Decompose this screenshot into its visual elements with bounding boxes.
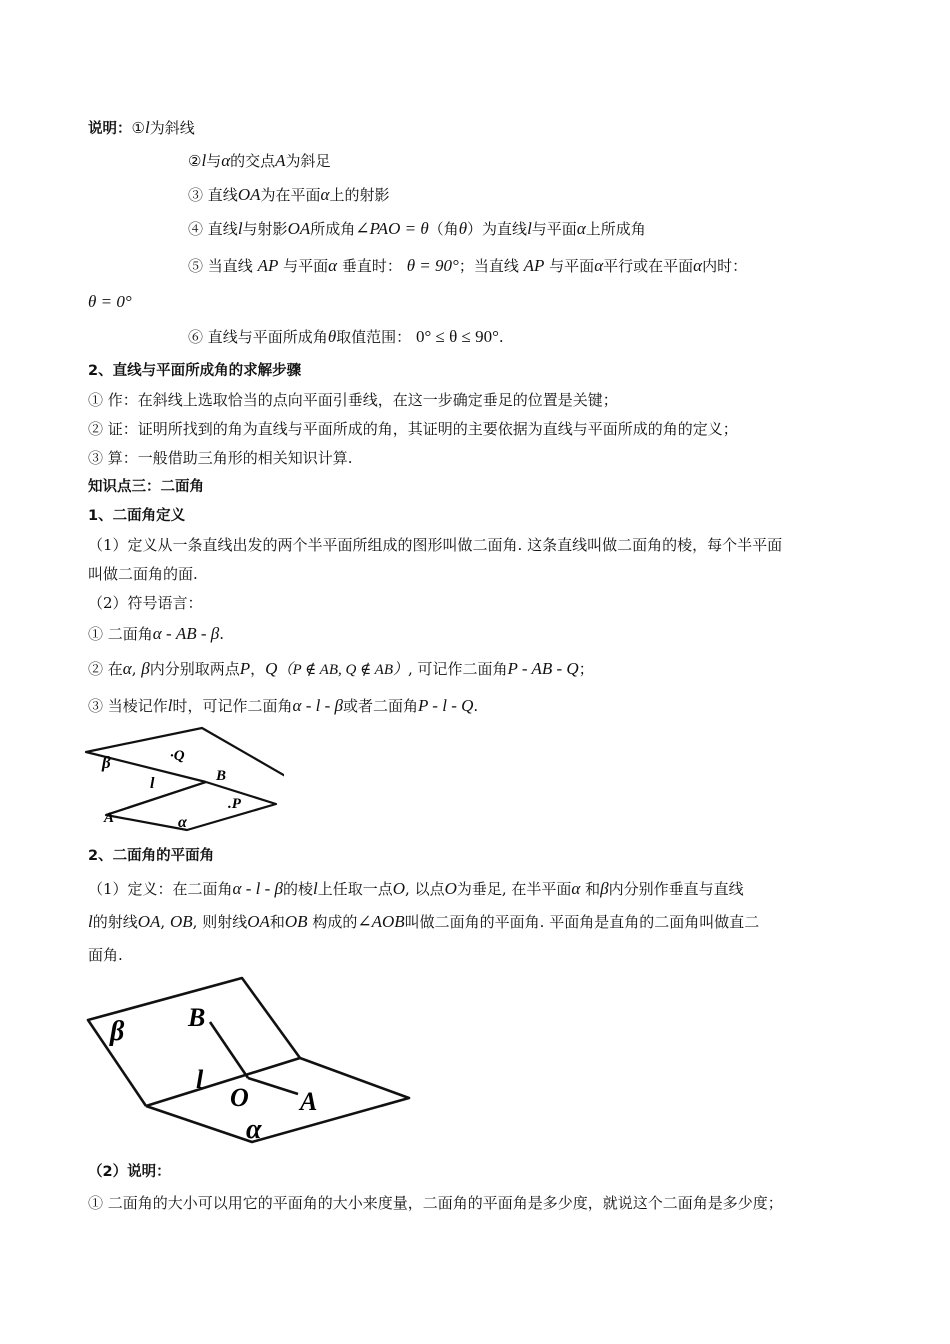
fig2-label-o: O (230, 1083, 249, 1112)
symbol-line-3: ③ 当棱记作l时，可记作二面角α - l - β或者二面角P - l - Q. (88, 696, 479, 715)
symbol-heading: （2）符号语言： (88, 594, 203, 612)
fig2-ray-oa (248, 1078, 298, 1094)
symbol-line-2: ② 在α, β内分别取两点P，Q（P ∉ AB, Q ∉ AB）, 可记作二面角P - AB - Q； (88, 659, 594, 678)
fig2-ray-ob (210, 1022, 248, 1078)
plane-angle-heading: 2、二面角的平面角 (88, 848, 215, 864)
plane-def-line-2: l的射线OA, OB, 则射线OA和OB 构成的∠AOB叫做二面角的平面角. 平面角是直角的二面角叫做直二 (88, 912, 760, 931)
fig2-label-b: B (188, 1003, 206, 1032)
fig2-label-a: A (300, 1087, 318, 1116)
kp3-heading: 知识点三：二面角 (88, 479, 204, 495)
note-label: 说明： (88, 121, 132, 137)
fig2-label-beta: β (110, 1016, 125, 1047)
fig1-label-a: A (104, 810, 115, 826)
fig1-label-l: l (150, 775, 155, 792)
step-1: ① 作：在斜线上选取恰当的点向平面引垂线，在这一步确定垂足的位置是关键； (88, 391, 618, 409)
fig1-label-b: B (216, 768, 227, 784)
fig1-label-beta: β (102, 753, 111, 772)
section2-heading: 2、直线与平面所成角的求解步骤 (88, 363, 302, 379)
note-line-5b: θ = 0° (88, 292, 132, 311)
explain-heading: （2）说明： (88, 1164, 171, 1180)
fig1-label-alpha: α (178, 814, 187, 831)
symbol-line-1: ① 二面角α - AB - β. (88, 624, 225, 643)
def-line-2: 叫做二面角的面. (88, 565, 198, 583)
note-line-3: ③ 直线OA为在平面α上的射影 (188, 185, 390, 204)
fig2-plane-alpha (146, 1058, 409, 1142)
note-line-1: 说明：①l为斜线 (88, 118, 195, 137)
step-2: ② 证：证明所找到的角为直线与平面所成的角，其证明的主要依据为直线与平面所成的角的定义； (88, 420, 738, 438)
note-line-6: ⑥ 直线与平面所成角θ取值范围： 0° ≤ θ ≤ 90°. (188, 327, 504, 346)
fig1-label-q: ·Q (170, 748, 185, 764)
def-line-1: （1）定义从一条直线出发的两个半平面所组成的图形叫做二面角. 这条直线叫做二面角的棱，每个半平面 (88, 536, 783, 554)
dihedral-figure-1 (84, 726, 284, 836)
fig2-label-l: l (196, 1065, 204, 1094)
dihedral-figure-2 (84, 970, 424, 1150)
plane-def-line-1: （1）定义：在二面角α - l - β的棱l上任取一点O, 以点O为垂足, 在半平面α 和β内分别作垂直与直线 (88, 879, 744, 898)
fig2-label-alpha: α (246, 1114, 262, 1145)
fig1-label-p: .P (228, 796, 241, 812)
note-line-2: ②l与α的交点A为斜足 (188, 151, 331, 170)
explain-point-1: ① 二面角的大小可以用它的平面角的大小来度量，二面角的平面角是多少度，就说这个二面角是多少度； (88, 1194, 783, 1212)
fig1-edge-l (106, 782, 206, 815)
note-line-4: ④ 直线l与射影OA所成角∠PAO = θ（角θ）为直线l与平面α上所成角 (188, 219, 646, 238)
kp3-sub1: 1、二面角定义 (88, 508, 186, 524)
fig1-plane-beta (86, 728, 284, 782)
note-line-5: ⑤ 当直线 AP 与平面α 垂直时： θ = 90°；当直线 AP 与平面α平行或在平面α内时： (188, 256, 748, 275)
step-3: ③ 算：一般借助三角形的相关知识计算. (88, 449, 353, 467)
plane-def-line-3: 面角. (88, 946, 123, 964)
